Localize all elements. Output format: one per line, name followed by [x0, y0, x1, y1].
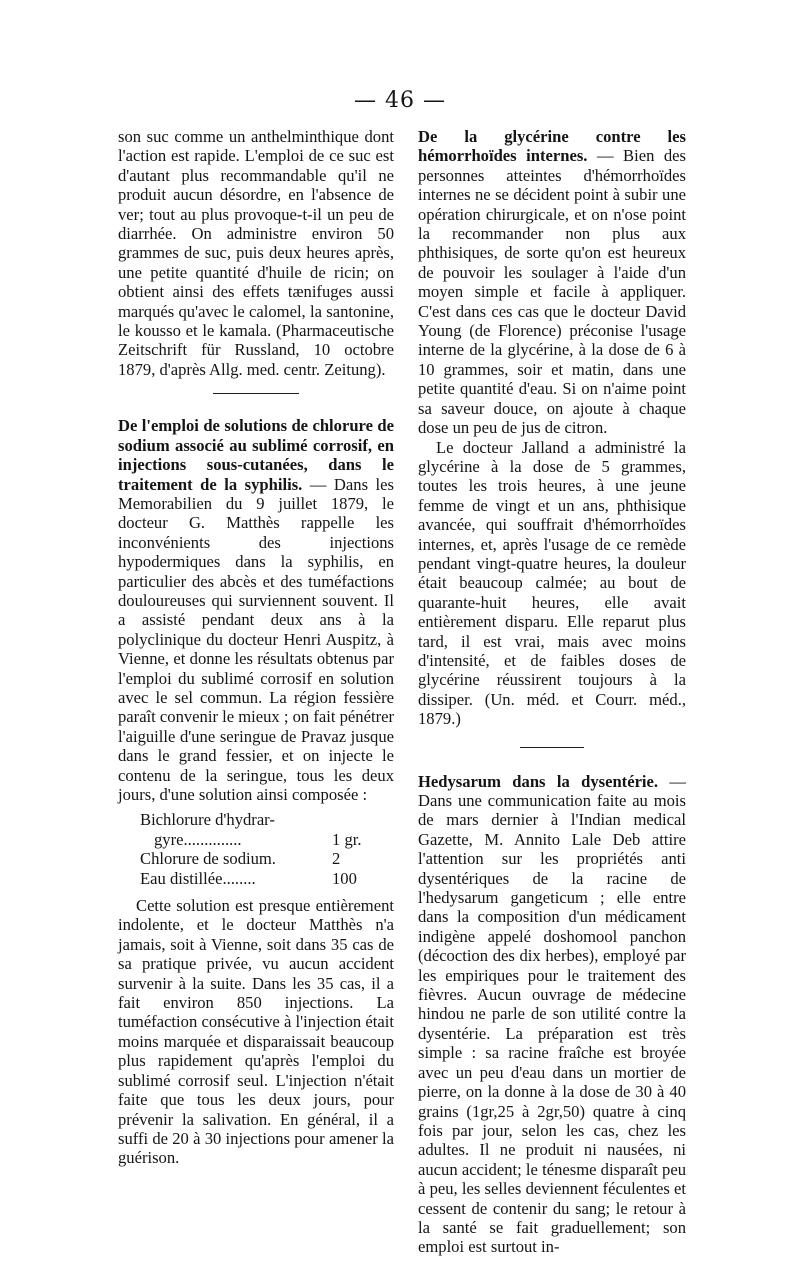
formula-row	[140, 830, 372, 849]
formula-quantity: 1 gr.	[332, 829, 362, 849]
formula-row	[140, 810, 372, 829]
formula-block	[140, 810, 372, 888]
page-number: — 46 —	[354, 88, 446, 113]
glycerine-article-body: — Bien des personnes atteintes d'hémorrhoïdes internes ne se décident point à subir une opération chirurgicale, et on n'ose point la recommander non plus aux phthisiques, de sorte qu'on est heureux de pouvoir les soulager à l'aide d'un moyen simple et facile à appliquer. C'est dans ces cas que le docteur David Young (de Florence) préconise l'usage interne de la glycérine, à la dose de 6 à 10 grammes, soir et matin, dans une petite quantité d'eau. Si on n'aime point sa saveur douce, on ajoute à chaque dose un peu de jus de citron.	[418, 146, 686, 438]
syphilis-article	[118, 416, 394, 804]
glycerine-article-para2: Le docteur Jalland a administré la glycérine à la dose de 5 grammes, toutes les trois heures, à une jeune femme de vingt et un ans, phthisique avancée, qui souffrait d'hémorrhoïdes internes, et, après l'usage de ce remède pendant vingt-quatre heures, la douleur était beaucoup calmée; au bout de quarante-huit heures, elle avait entièrement disparu. Elle reparut plus tard, il est vrai, mais avec moins d'intensité, et de faibles doses de glycérine réussirent toujours à la dissiper. (Un. méd. et Courr. méd., 1879.)	[418, 437, 686, 729]
syphilis-article-body: — Dans les Memorabilien du 9 juillet 1879, le docteur G. Matthès rappelle les inconvénients des injections hypodermiques dans la syphilis, en particulier des abcès et des tuméfactions douloureuses qui surviennent souvent. Il a assisté pendant deux ans à la polyclinique du docteur Henri Auspitz, à Vienne, et donne les résultats obtenus par l'emploi du sublimé corrosif en solution avec le sel commun. La région fessière paraît convenir le mieux ; on fait pénétrer l'aiguille d'une seringue de Pravaz jusque dans le grand fessier, et on injecte le contenu de la seringue, tous les deux jours, d'une solution ainsi composée :	[118, 474, 394, 804]
section-divider	[213, 393, 299, 394]
formula-row	[140, 869, 372, 888]
glycerine-article-title: De la glycérine contre les hémorrhoïdes internes.	[418, 127, 686, 166]
glycerine-article	[418, 127, 686, 438]
intro-paragraph: son suc comme un anthelminthique dont l'action est rapide. L'emploi de ce suc est d'autant plus recommandable qu'il ne produit aucun désordre, en l'absence de ver; tout au plus provoque-t-il un peu de diarrhée. On administre environ 50 grammes de suc, puis deux heures après, une petite quantité d'huile de ricin; on obtient ainsi des effets tænifuges aussi marqués qu'avec le calomel, la santonine, le kousso et le kamala. (Pharmaceutische Zeitschrift für Russland, 10 octobre 1879, d'après Allg. med. centr. Zeitung).	[118, 127, 394, 379]
hedysarum-article-title: Hedysarum dans la dysentérie.	[418, 771, 659, 791]
formula-ingredient: Eau distillée........	[140, 868, 256, 888]
formula-row	[140, 849, 372, 868]
hedysarum-article-body: — Dans une communication faite au mois de mars dernier à l'Indian medical Gazette, M. Annito Lale Deb attire l'attention sur les propriétés anti dysentériques de la racine de l'hedysarum gangeticum ; elle entre dans la composition d'un médicament indigène appelé doshomool panchon (décoction des dix herbes), employé par les empiriques pour le traitement des fièvres. Aucun ouvrage de médecine hindou ne parle de son utilité contre la dysentérie. La préparation est très simple : sa racine fraîche est broyée avec un peu d'eau dans un mortier de pierre, on la donne à la dose de 30 à 40 grains (1gr,25 à 2gr,50) quatre à cinq fois par jour, selon les cas, chez les adultes. Il ne produit ni nausées, ni aucun accident; le ténesme disparaît peu à peu, les selles deviennent féculentes et cessent de contenir du sang; le retour à la santé se fait graduellement; son emploi est surtout in-	[418, 771, 686, 1257]
left-column	[118, 127, 394, 1168]
formula-quantity: 2	[332, 849, 341, 869]
formula-ingredient: Chlorure de sodium.	[140, 849, 276, 869]
formula-ingredient: Bichlorure d'hydrar-	[140, 810, 275, 830]
section-divider	[520, 747, 584, 748]
syphilis-article-title: De l'emploi de solutions de chlorure de sodium associé au sublimé corrosif, en injections sous-cutanées, dans le traitement de la syphilis.	[118, 416, 394, 494]
hedysarum-article	[418, 772, 686, 1257]
right-column	[418, 127, 686, 1257]
syphilis-article-closing: Cette solution est presque entièrement indolente, et le docteur Matthès n'a jamais, soit à Vienne, soit dans 35 cas de sa pratique privée, vu aucun accident survenir à la suite. Dans les 35 cas, il a fait environ 850 injections. La tuméfaction consécutive à l'injection était moins marquée et disparaissait beaucoup plus rapidement qu'après l'emploi du sublimé corrosif seul. L'injection n'était faite que tous les deux jours, pour prévenir la salivation. En général, il a suffi de 20 à 30 injections pour amener la guérison.	[118, 896, 394, 1168]
formula-ingredient: gyre..............	[154, 829, 242, 849]
formula-quantity: 100	[332, 868, 357, 888]
